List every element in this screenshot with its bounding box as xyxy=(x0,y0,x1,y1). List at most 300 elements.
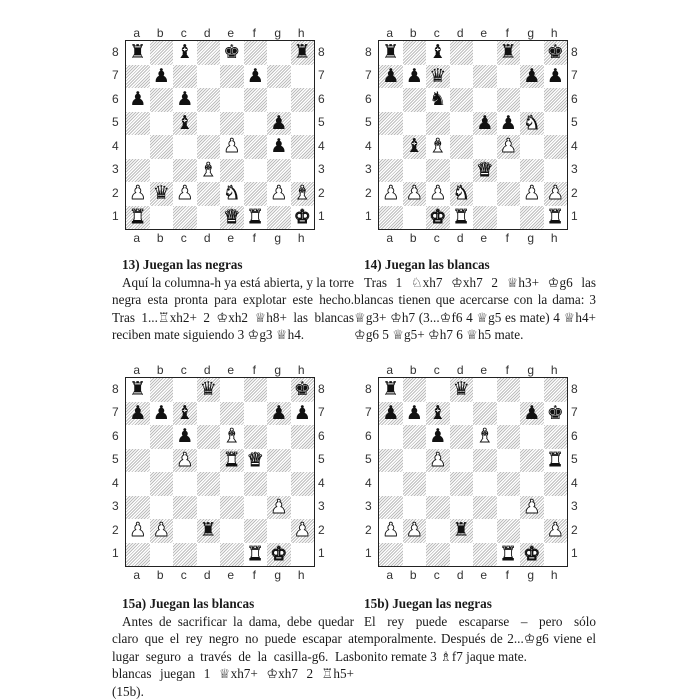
square-g6 xyxy=(267,88,291,112)
white-rook-icon: ♜ xyxy=(547,451,564,470)
coord-label: 7 xyxy=(571,405,578,419)
square-h3 xyxy=(544,496,568,520)
coord-label: 2 xyxy=(571,523,578,537)
square-d4 xyxy=(197,135,221,159)
coord-label: 5 xyxy=(112,452,119,466)
square-b7 xyxy=(403,402,427,426)
square-c7 xyxy=(426,65,450,89)
black-rook-icon: ♜ xyxy=(294,43,311,62)
square-c2 xyxy=(426,182,450,206)
white-knight-icon: ♞ xyxy=(223,184,240,203)
square-b7 xyxy=(403,65,427,89)
square-h1 xyxy=(544,206,568,230)
rank-labels-right xyxy=(318,40,325,228)
white-rook-icon: ♜ xyxy=(129,208,146,227)
coord-label: h xyxy=(543,363,567,377)
coord-label: b xyxy=(149,363,173,377)
square-a4 xyxy=(126,135,150,159)
square-b3 xyxy=(150,159,174,183)
square-d1 xyxy=(197,206,221,230)
square-a5 xyxy=(379,449,403,473)
coord-label: 5 xyxy=(571,452,578,466)
coord-label: d xyxy=(196,231,220,245)
white-queen-icon: ♛ xyxy=(223,208,240,227)
coord-label: a xyxy=(125,568,149,582)
coord-label: f xyxy=(243,231,267,245)
square-a7 xyxy=(126,65,150,89)
square-g7 xyxy=(520,402,544,426)
square-f1 xyxy=(244,543,268,567)
black-pawn-icon: ♟ xyxy=(429,427,446,446)
square-f1 xyxy=(497,543,521,567)
white-pawn-icon: ♟ xyxy=(500,137,517,156)
square-e2 xyxy=(220,182,244,206)
square-d2 xyxy=(197,182,221,206)
black-pawn-icon: ♟ xyxy=(523,404,540,423)
coord-label: 2 xyxy=(365,523,372,537)
square-a1 xyxy=(126,206,150,230)
square-c6 xyxy=(173,425,197,449)
square-b6 xyxy=(150,88,174,112)
coord-label: 7 xyxy=(318,68,325,82)
square-g4 xyxy=(267,135,291,159)
white-pawn-icon: ♟ xyxy=(223,137,240,156)
coord-label: e xyxy=(219,363,243,377)
square-f8 xyxy=(244,41,268,65)
coord-label: 4 xyxy=(571,139,578,153)
coord-label: c xyxy=(425,26,449,40)
coord-label: 6 xyxy=(365,92,372,106)
caption-text: Tras 1 ♘xh7 ♔xh7 2 ♕h3+ ♔g6 las blancas tienen que acercarse con la dama: 3 ♕g3+ ♔h7 (3...♔f6 4 ♕g5 es mate) 4 ♕h4+ ♔g6 5 ♕g5+ ♔h7 6 ♕h5 mate. xyxy=(354,274,596,344)
square-f7 xyxy=(497,65,521,89)
coord-label: 8 xyxy=(571,382,578,396)
square-a1 xyxy=(379,206,403,230)
square-c1 xyxy=(426,543,450,567)
square-b6 xyxy=(403,88,427,112)
square-a5 xyxy=(126,112,150,136)
square-b7 xyxy=(150,65,174,89)
coord-label: d xyxy=(196,568,220,582)
square-h8 xyxy=(291,41,315,65)
square-g4 xyxy=(267,472,291,496)
coord-label: d xyxy=(196,26,220,40)
square-a2 xyxy=(126,182,150,206)
white-pawn-icon: ♟ xyxy=(176,184,193,203)
square-c3 xyxy=(426,496,450,520)
square-g8 xyxy=(520,378,544,402)
black-king-icon: ♚ xyxy=(294,380,311,399)
black-bishop-icon: ♝ xyxy=(176,114,193,133)
white-rook-icon: ♜ xyxy=(547,208,564,227)
square-f2 xyxy=(497,519,521,543)
diagram-13 xyxy=(110,26,350,258)
coord-label: 1 xyxy=(571,546,578,560)
black-pawn-icon: ♟ xyxy=(176,427,193,446)
coord-label: 7 xyxy=(571,68,578,82)
coord-label: a xyxy=(378,231,402,245)
white-pawn-icon: ♟ xyxy=(429,451,446,470)
rank-labels-right xyxy=(318,377,325,565)
coord-label: g xyxy=(519,26,543,40)
caption-title: 15a) Juegan las blancas xyxy=(122,595,354,613)
square-h2 xyxy=(291,519,315,543)
square-g2 xyxy=(520,182,544,206)
coord-label: 8 xyxy=(365,382,372,396)
square-b1 xyxy=(403,206,427,230)
coord-label: h xyxy=(543,231,567,245)
coord-label: 5 xyxy=(318,452,325,466)
square-g7 xyxy=(267,65,291,89)
caption-title: 15b) Juegan las negras xyxy=(364,595,596,613)
square-h8 xyxy=(291,378,315,402)
black-queen-icon: ♛ xyxy=(200,380,217,399)
coord-label: 1 xyxy=(365,546,372,560)
black-pawn-icon: ♟ xyxy=(129,404,146,423)
square-d8 xyxy=(197,41,221,65)
square-a2 xyxy=(379,519,403,543)
black-bishop-icon: ♝ xyxy=(176,404,193,423)
square-c4 xyxy=(173,472,197,496)
square-e2 xyxy=(473,519,497,543)
square-d5 xyxy=(450,112,474,136)
square-h4 xyxy=(291,472,315,496)
square-d1 xyxy=(197,543,221,567)
diagram-15b xyxy=(363,363,603,595)
square-b4 xyxy=(150,135,174,159)
black-queen-icon: ♛ xyxy=(453,380,470,399)
square-b6 xyxy=(403,425,427,449)
square-e1 xyxy=(220,543,244,567)
caption-text: Aquí la columna-h ya está abierta, y la torre negra esta pronta para explotar este hecho. Tras 1...♖xh2+ 2 ♔xh2 ♕h8+ las blancas reciben mate siguiendo 3 ♔g3 ♕h4. xyxy=(112,274,354,344)
coord-label: e xyxy=(219,231,243,245)
square-e4 xyxy=(473,472,497,496)
black-pawn-icon: ♟ xyxy=(153,67,170,86)
square-d4 xyxy=(450,472,474,496)
coord-label: 6 xyxy=(318,429,325,443)
square-b2 xyxy=(403,519,427,543)
square-b2 xyxy=(403,182,427,206)
square-a5 xyxy=(379,112,403,136)
square-f1 xyxy=(497,206,521,230)
square-f7 xyxy=(244,402,268,426)
square-e4 xyxy=(473,135,497,159)
square-b4 xyxy=(403,135,427,159)
coord-label: 5 xyxy=(365,115,372,129)
coord-label: e xyxy=(472,568,496,582)
square-a4 xyxy=(126,472,150,496)
square-e5 xyxy=(220,449,244,473)
square-d3 xyxy=(197,496,221,520)
square-g3 xyxy=(267,496,291,520)
coord-label: g xyxy=(266,568,290,582)
coord-label: h xyxy=(290,363,314,377)
square-d1 xyxy=(450,206,474,230)
black-bishop-icon: ♝ xyxy=(429,404,446,423)
square-d5 xyxy=(197,449,221,473)
square-e2 xyxy=(473,182,497,206)
coord-label: d xyxy=(449,568,473,582)
square-e8 xyxy=(473,378,497,402)
caption-text: Antes de sacrificar la dama, debe quedar claro que el rey negro no puede escapar a lugar seguro a través de la casilla-g6. Las blancas juegan 1 ♕xh7+ ♔xh7 2 ♖h5+ (15b). xyxy=(112,613,354,700)
square-d8 xyxy=(450,378,474,402)
coord-label: 7 xyxy=(365,405,372,419)
black-rook-icon: ♜ xyxy=(129,380,146,399)
square-a3 xyxy=(379,159,403,183)
white-pawn-icon: ♟ xyxy=(153,521,170,540)
square-b6 xyxy=(150,425,174,449)
white-bishop-icon: ♝ xyxy=(294,184,311,203)
square-d4 xyxy=(450,135,474,159)
square-g8 xyxy=(267,41,291,65)
square-b8 xyxy=(150,41,174,65)
coord-label: b xyxy=(149,26,173,40)
coord-label: 4 xyxy=(112,139,119,153)
square-g5 xyxy=(267,112,291,136)
coord-label: 3 xyxy=(318,162,325,176)
caption-13 xyxy=(112,256,354,344)
coord-label: a xyxy=(125,231,149,245)
square-c1 xyxy=(173,543,197,567)
square-g5 xyxy=(520,449,544,473)
square-b5 xyxy=(403,112,427,136)
coord-label: b xyxy=(149,568,173,582)
square-g8 xyxy=(267,378,291,402)
square-g6 xyxy=(267,425,291,449)
coord-label: 1 xyxy=(318,546,325,560)
square-h5 xyxy=(291,112,315,136)
coord-label: 1 xyxy=(365,209,372,223)
coord-label: c xyxy=(172,26,196,40)
coord-label: 2 xyxy=(571,186,578,200)
square-e8 xyxy=(220,378,244,402)
square-b5 xyxy=(150,112,174,136)
coord-label: e xyxy=(472,363,496,377)
square-c4 xyxy=(173,135,197,159)
coord-label: 6 xyxy=(112,92,119,106)
square-g8 xyxy=(520,41,544,65)
coord-label: g xyxy=(266,231,290,245)
white-pawn-icon: ♟ xyxy=(270,184,287,203)
square-h5 xyxy=(291,449,315,473)
square-h1 xyxy=(544,543,568,567)
coord-label: 3 xyxy=(318,499,325,513)
coord-label: 5 xyxy=(112,115,119,129)
coord-label: 4 xyxy=(318,476,325,490)
square-g5 xyxy=(520,112,544,136)
white-king-icon: ♚ xyxy=(270,545,287,564)
black-rook-icon: ♜ xyxy=(200,521,217,540)
square-h5 xyxy=(544,449,568,473)
file-labels-bottom xyxy=(378,568,567,582)
square-a2 xyxy=(126,519,150,543)
square-c1 xyxy=(173,206,197,230)
square-h3 xyxy=(291,496,315,520)
coord-label: 6 xyxy=(571,92,578,106)
coord-label: a xyxy=(378,26,402,40)
square-b2 xyxy=(150,182,174,206)
square-h4 xyxy=(291,135,315,159)
coord-label: 8 xyxy=(318,45,325,59)
coord-label: 8 xyxy=(571,45,578,59)
square-b3 xyxy=(403,159,427,183)
black-pawn-icon: ♟ xyxy=(382,67,399,86)
coord-label: 3 xyxy=(365,162,372,176)
square-e4 xyxy=(220,135,244,159)
square-d7 xyxy=(197,65,221,89)
coord-label: h xyxy=(290,231,314,245)
white-rook-icon: ♜ xyxy=(223,451,240,470)
rank-labels-left xyxy=(112,377,119,565)
square-a4 xyxy=(379,135,403,159)
white-pawn-icon: ♟ xyxy=(429,184,446,203)
square-g3 xyxy=(520,496,544,520)
square-h7 xyxy=(291,402,315,426)
square-c7 xyxy=(426,402,450,426)
coord-label: 1 xyxy=(112,209,119,223)
square-b8 xyxy=(403,41,427,65)
coord-label: 8 xyxy=(112,45,119,59)
square-b4 xyxy=(150,472,174,496)
coord-label: h xyxy=(290,26,314,40)
square-c8 xyxy=(426,41,450,65)
white-bishop-icon: ♝ xyxy=(223,427,240,446)
square-h4 xyxy=(544,472,568,496)
square-c1 xyxy=(426,206,450,230)
coord-label: 4 xyxy=(365,476,372,490)
coord-label: 8 xyxy=(112,382,119,396)
black-pawn-icon: ♟ xyxy=(406,67,423,86)
square-h2 xyxy=(291,182,315,206)
white-pawn-icon: ♟ xyxy=(547,184,564,203)
square-a2 xyxy=(379,182,403,206)
square-e5 xyxy=(220,112,244,136)
white-pawn-icon: ♟ xyxy=(406,521,423,540)
coord-label: f xyxy=(496,231,520,245)
square-a3 xyxy=(379,496,403,520)
black-pawn-icon: ♟ xyxy=(270,114,287,133)
black-rook-icon: ♜ xyxy=(382,43,399,62)
square-g7 xyxy=(267,402,291,426)
square-f4 xyxy=(244,472,268,496)
coord-label: 1 xyxy=(318,209,325,223)
caption-title: 14) Juegan las blancas xyxy=(364,256,596,274)
coord-label: b xyxy=(402,363,426,377)
black-pawn-icon: ♟ xyxy=(500,114,517,133)
square-c3 xyxy=(173,159,197,183)
square-b8 xyxy=(403,378,427,402)
square-f3 xyxy=(497,496,521,520)
square-g6 xyxy=(520,425,544,449)
square-c7 xyxy=(173,402,197,426)
coord-label: 7 xyxy=(318,405,325,419)
black-pawn-icon: ♟ xyxy=(382,404,399,423)
square-f3 xyxy=(244,496,268,520)
white-pawn-icon: ♟ xyxy=(270,498,287,517)
coord-label: 6 xyxy=(365,429,372,443)
square-d8 xyxy=(197,378,221,402)
square-f7 xyxy=(244,65,268,89)
coord-label: 3 xyxy=(571,499,578,513)
coord-label: 2 xyxy=(365,186,372,200)
square-e1 xyxy=(220,206,244,230)
black-pawn-icon: ♟ xyxy=(476,114,493,133)
square-d8 xyxy=(450,41,474,65)
caption-15b xyxy=(354,595,596,665)
square-a6 xyxy=(379,88,403,112)
coord-label: f xyxy=(496,568,520,582)
square-a6 xyxy=(379,425,403,449)
square-g4 xyxy=(520,472,544,496)
square-h4 xyxy=(544,135,568,159)
square-e3 xyxy=(473,159,497,183)
square-f5 xyxy=(497,112,521,136)
square-h1 xyxy=(291,206,315,230)
square-c7 xyxy=(173,65,197,89)
square-f3 xyxy=(244,159,268,183)
square-b7 xyxy=(150,402,174,426)
square-h5 xyxy=(544,112,568,136)
square-e3 xyxy=(473,496,497,520)
square-e6 xyxy=(473,88,497,112)
diagram-14 xyxy=(363,26,603,258)
coord-label: 1 xyxy=(112,546,119,560)
square-d6 xyxy=(450,425,474,449)
black-pawn-icon: ♟ xyxy=(247,67,264,86)
square-e3 xyxy=(220,159,244,183)
white-queen-icon: ♛ xyxy=(247,451,264,470)
square-f6 xyxy=(244,88,268,112)
square-d2 xyxy=(450,182,474,206)
coord-label: c xyxy=(425,231,449,245)
coord-label: 5 xyxy=(318,115,325,129)
square-d5 xyxy=(197,112,221,136)
square-h6 xyxy=(544,425,568,449)
rank-labels-left xyxy=(365,40,372,228)
square-c4 xyxy=(426,135,450,159)
square-a3 xyxy=(126,159,150,183)
white-pawn-icon: ♟ xyxy=(523,498,540,517)
square-f8 xyxy=(497,378,521,402)
square-e3 xyxy=(220,496,244,520)
black-knight-icon: ♞ xyxy=(429,90,446,109)
square-g2 xyxy=(520,519,544,543)
square-a7 xyxy=(379,65,403,89)
coord-label: 8 xyxy=(365,45,372,59)
white-pawn-icon: ♟ xyxy=(176,451,193,470)
coord-label: f xyxy=(243,568,267,582)
square-h8 xyxy=(544,378,568,402)
square-h7 xyxy=(291,65,315,89)
square-d7 xyxy=(450,65,474,89)
coord-label: f xyxy=(243,363,267,377)
square-g5 xyxy=(267,449,291,473)
coord-label: 6 xyxy=(571,429,578,443)
square-a7 xyxy=(379,402,403,426)
rank-labels-left xyxy=(365,377,372,565)
coord-label: 5 xyxy=(571,115,578,129)
coord-label: a xyxy=(125,26,149,40)
square-c3 xyxy=(173,496,197,520)
square-f3 xyxy=(497,159,521,183)
square-h6 xyxy=(544,88,568,112)
square-d7 xyxy=(197,402,221,426)
square-f2 xyxy=(244,519,268,543)
square-c8 xyxy=(173,41,197,65)
coord-label: 6 xyxy=(318,92,325,106)
square-e6 xyxy=(220,88,244,112)
square-f4 xyxy=(497,472,521,496)
square-a8 xyxy=(379,41,403,65)
